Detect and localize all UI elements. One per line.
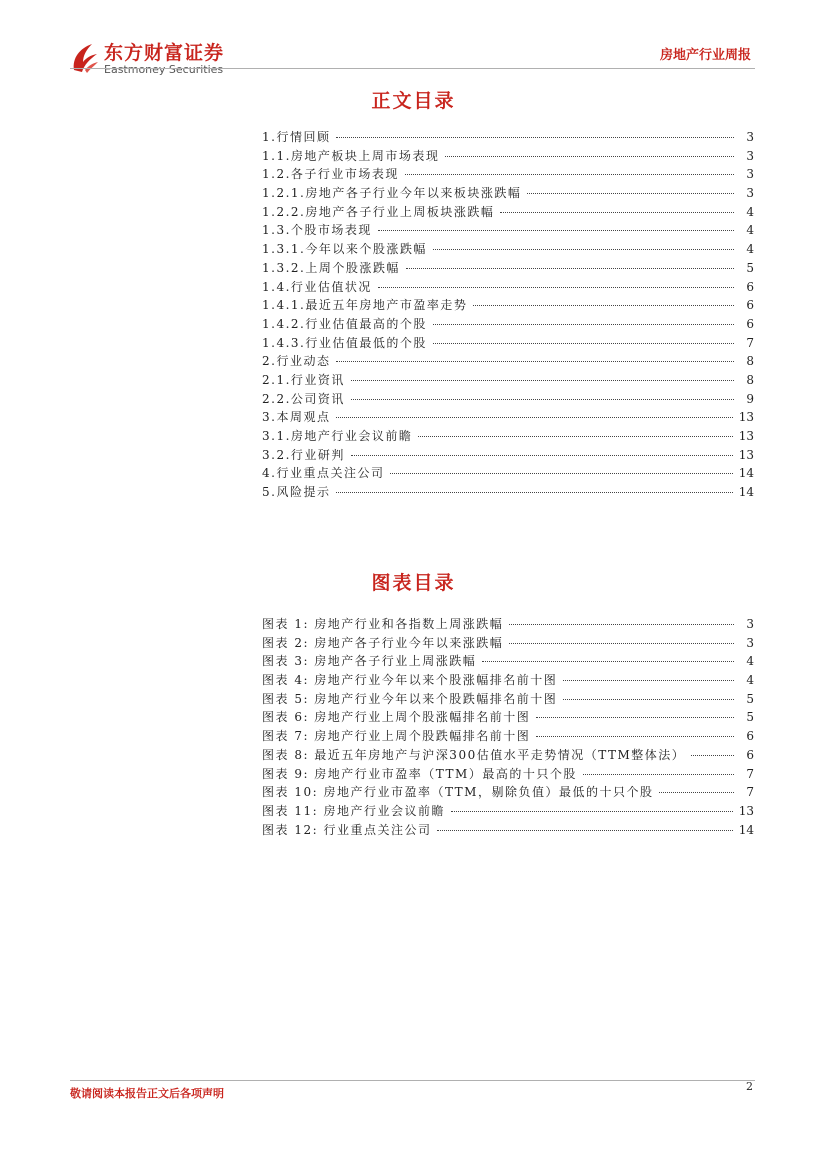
figure-entry-label: 图表 4: 房地产行业今年以来个股涨幅排名前十图 [262, 673, 558, 688]
figure-entry-label: 图表 12: 行业重点关注公司 [262, 822, 432, 837]
dot-leader [536, 736, 734, 737]
toc-entry[interactable] [262, 147, 754, 166]
eastmoney-logo [70, 38, 270, 78]
figure-entry-label: 图表 2: 房地产各子行业今年以来涨跌幅 [262, 635, 504, 650]
dot-leader [527, 193, 734, 194]
toc-entry[interactable] [262, 427, 754, 446]
toc-entry-page: 3 [746, 167, 754, 182]
figure-entry[interactable] [262, 746, 754, 765]
dot-leader [536, 717, 734, 718]
toc-entry[interactable] [262, 278, 754, 297]
dot-leader [336, 492, 732, 493]
toc-entry-label: 1.4.1.最近五年房地产市盈率走势 [262, 298, 468, 313]
toc-entry-page: 13 [738, 429, 754, 443]
dot-leader [390, 473, 732, 474]
toc-entry-label: 5.风险提示 [262, 485, 331, 500]
toc-entry-label: 1.4.行业估值状况 [262, 279, 372, 294]
page-number: 2 [746, 1080, 753, 1093]
dot-leader [418, 436, 732, 437]
toc-entry-label: 2.行业动态 [262, 354, 331, 369]
toc-entry-page: 3 [746, 186, 754, 201]
figure-entry[interactable] [262, 727, 754, 746]
figure-entry[interactable] [262, 821, 754, 840]
figure-entry[interactable] [262, 690, 754, 709]
toc-entry[interactable] [262, 128, 754, 147]
dot-leader [445, 156, 734, 157]
toc-entry-page: 3 [746, 130, 754, 144]
figures-list [262, 615, 754, 839]
toc-entry-page: 14 [738, 466, 754, 481]
toc-entry-label: 1.3.2.上周个股涨跌幅 [262, 260, 400, 275]
figure-entry-page: 3 [746, 617, 754, 631]
figure-entry[interactable] [262, 765, 754, 784]
toc-entry[interactable] [262, 184, 754, 203]
toc-entry-label: 1.1.房地产板块上周市场表现 [262, 148, 440, 163]
figure-entry-label: 图表 11: 房地产行业会议前瞻 [262, 803, 445, 818]
dot-leader [378, 230, 734, 231]
figure-entry-label: 图表 5: 房地产行业今年以来个股跌幅排名前十图 [262, 691, 558, 706]
figure-entry[interactable] [262, 615, 754, 634]
dot-leader [563, 680, 734, 681]
dot-leader [473, 305, 734, 306]
toc-entry[interactable] [262, 483, 754, 502]
toc-entry[interactable] [262, 334, 754, 353]
dot-leader [659, 792, 734, 793]
dot-leader [405, 174, 734, 175]
figure-entry-page: 6 [746, 729, 754, 744]
toc-entry-label: 1.3.个股市场表现 [262, 223, 372, 238]
figure-entry[interactable] [262, 708, 754, 727]
toc-entry-label: 2.1.行业资讯 [262, 372, 345, 387]
dot-leader [433, 249, 734, 250]
dot-leader [500, 212, 734, 213]
toc-entry[interactable] [262, 221, 754, 240]
toc-entry[interactable] [262, 203, 754, 222]
toc-entry-page: 4 [746, 242, 754, 257]
toc-entry-page: 13 [738, 410, 754, 425]
toc-entry-label: 1.3.1.今年以来个股涨跌幅 [262, 242, 427, 257]
toc-entry-page: 6 [746, 298, 754, 313]
toc-entry-label: 3.2.行业研判 [262, 447, 345, 462]
dot-leader [691, 755, 734, 756]
dot-leader [351, 399, 734, 400]
dot-leader [451, 811, 733, 812]
dot-leader [378, 287, 734, 288]
toc-entry[interactable] [262, 408, 754, 427]
figure-entry-label: 图表 3: 房地产各子行业上周涨跌幅 [262, 654, 477, 669]
toc-entry-page: 4 [746, 204, 754, 219]
toc-entry[interactable] [262, 296, 754, 315]
toc-entry[interactable] [262, 352, 754, 371]
figure-entry-label: 图表 8: 最近五年房地产与沪深300估值水平走势情况（TTM整体法） [262, 747, 686, 762]
toc-entry-page: 4 [746, 223, 754, 238]
figure-entry-label: 图表 9: 房地产行业市盈率（TTM）最高的十只个股 [262, 766, 577, 781]
toc-entry-label: 1.4.3.行业估值最低的个股 [262, 335, 427, 350]
toc-entry[interactable] [262, 315, 754, 334]
dot-leader [509, 643, 734, 644]
figure-entry[interactable] [262, 802, 754, 821]
dot-leader [437, 830, 732, 831]
figure-entry-label: 图表 10: 房地产行业市盈率（TTM，剔除负值）最低的十只个股 [262, 785, 654, 800]
toc-entry-label: 1.2.1.房地产各子行业今年以来板块涨跌幅 [262, 186, 522, 201]
toc-entry-label: 1.2.2.房地产各子行业上周板块涨跌幅 [262, 204, 495, 219]
toc-entry-page: 6 [746, 316, 754, 331]
dot-leader [336, 361, 734, 362]
dot-leader [433, 324, 734, 325]
toc-entry-label: 3.1.房地产行业会议前瞻 [262, 429, 413, 443]
figure-entry-page: 13 [738, 803, 754, 818]
figure-entry-page: 6 [746, 747, 754, 762]
report-type: 房地产行业周报 [659, 48, 751, 63]
figure-entry-label: 图表 6: 房地产行业上周个股涨幅排名前十图 [262, 710, 531, 725]
figure-entry-page: 14 [738, 822, 754, 837]
dot-leader [482, 661, 734, 662]
figure-entry-label: 图表 1: 房地产行业和各指数上周涨跌幅 [262, 617, 504, 631]
brand-name-en: Eastmoney Securities [104, 63, 224, 76]
toc-entry-label: 4.行业重点关注公司 [262, 466, 385, 481]
toc-entry[interactable] [262, 165, 754, 184]
toc-entry-label: 1.行情回顾 [262, 130, 331, 144]
dot-leader [433, 343, 734, 344]
toc-entry-page: 5 [746, 260, 754, 275]
toc-entry-page: 14 [738, 485, 754, 500]
toc-entry-page: 7 [746, 335, 754, 350]
figure-entry[interactable] [262, 783, 754, 802]
toc-entry[interactable] [262, 390, 754, 409]
toc-entry-page: 13 [738, 447, 754, 462]
toc-entry-label: 1.4.2.行业估值最高的个股 [262, 316, 427, 331]
figures-title: 图表目录 [371, 572, 456, 594]
dot-leader [351, 455, 733, 456]
footer-disclaimer: 敬请阅读本报告正文后各项声明 [70, 1087, 224, 1100]
footer-divider [70, 1080, 755, 1081]
toc-entry-label: 3.本周观点 [262, 410, 331, 425]
toc-list [262, 128, 754, 502]
toc-entry[interactable] [262, 259, 754, 278]
header-divider [70, 68, 755, 69]
dot-leader [563, 699, 734, 700]
figure-entry[interactable] [262, 634, 754, 653]
figure-entry[interactable] [262, 652, 754, 671]
figure-entry[interactable] [262, 671, 754, 690]
dot-leader [351, 380, 734, 381]
toc-entry-page: 8 [746, 372, 754, 387]
figure-entry-page: 5 [746, 691, 754, 706]
toc-entry[interactable] [262, 240, 754, 259]
toc-entry-page: 6 [746, 279, 754, 294]
toc-entry[interactable] [262, 371, 754, 390]
figure-entry-page: 7 [746, 766, 754, 781]
toc-title: 正文目录 [371, 90, 456, 112]
toc-entry-label: 2.2.公司资讯 [262, 391, 345, 406]
toc-entry-label: 1.2.各子行业市场表现 [262, 167, 399, 182]
figure-entry-page: 4 [746, 673, 754, 688]
dot-leader [583, 774, 734, 775]
dot-leader [336, 417, 732, 418]
figure-entry-page: 4 [746, 654, 754, 669]
toc-entry-page: 8 [746, 354, 754, 369]
dot-leader [336, 137, 734, 138]
toc-entry-page: 3 [746, 148, 754, 163]
toc-entry-page: 9 [746, 391, 754, 406]
dot-leader [509, 624, 734, 625]
toc-entry[interactable] [262, 464, 754, 483]
toc-entry[interactable] [262, 446, 754, 465]
figure-entry-page: 5 [746, 710, 754, 725]
dot-leader [406, 268, 734, 269]
brand-name-cn: 东方财富证券 [104, 42, 225, 64]
figure-entry-page: 7 [746, 785, 754, 800]
figure-entry-label: 图表 7: 房地产行业上周个股跌幅排名前十图 [262, 729, 531, 744]
figure-entry-page: 3 [746, 635, 754, 650]
